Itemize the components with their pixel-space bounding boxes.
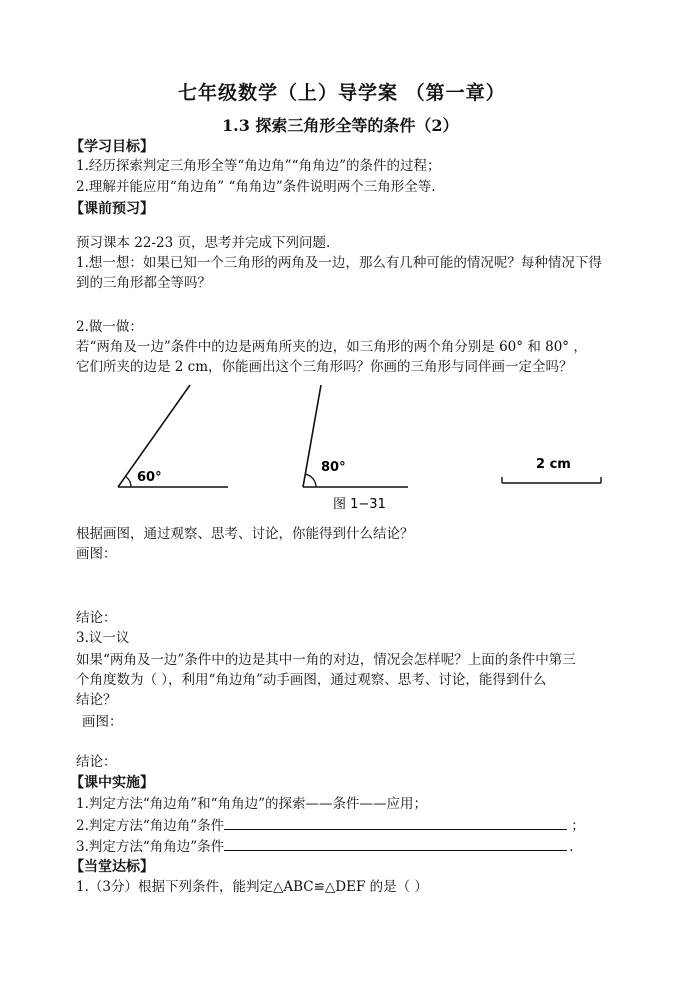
question-3-conclusion-label: 结论： bbox=[76, 754, 117, 770]
figure-1-31 bbox=[0, 380, 696, 515]
in-class-item-2-end: ； bbox=[571, 818, 585, 834]
question-2-title: 2.做一做： bbox=[76, 319, 143, 335]
in-class-item-3-label: 3.判定方法“角角边”条件 bbox=[76, 839, 225, 855]
question-2-line-1: 若“两角及一边”条件中的边是两角所夹的边，如三角形的两个角分别是 60° 和 80° ， bbox=[76, 339, 587, 355]
segment-length-label: 2 cm bbox=[536, 457, 571, 472]
question-3-line-1: 如果“两角及一边”条件中的边是其中一角的对边，情况会怎样呢？上面的条件中第三 bbox=[76, 652, 576, 668]
question-2-line-2: 它们所夹的边是 2 cm，你能画出这个三角形吗？你画的三角形与同伴画一定全吗？ bbox=[76, 359, 573, 375]
figure-caption: 图 1−31 bbox=[333, 497, 386, 512]
question-3-title: 3.议一议 bbox=[76, 630, 130, 646]
draw-label: 画图： bbox=[76, 546, 117, 562]
figure-question: 根据画图，通过观察、思考、讨论，你能得到什么结论？ bbox=[76, 526, 414, 542]
question-1-line-2: 到的三角形都全等吗？ bbox=[76, 275, 211, 291]
objectives-heading: 【学习目标】 bbox=[70, 139, 154, 155]
in-class-item-3-end: . bbox=[569, 839, 574, 855]
objective-item-2: 2.理解并能应用“角边角” “角角边”条件说明两个三角形全等. bbox=[76, 179, 436, 195]
in-class-item-1: 1.判定方法“角边角”和“角角边”的探索——条件——应用； bbox=[76, 796, 427, 812]
in-class-item-2 bbox=[76, 815, 585, 836]
answer-blank-asa[interactable] bbox=[224, 815, 567, 830]
page-title: 七年级数学（上）导学案 （第一章） bbox=[178, 82, 506, 104]
question-3-line-2: 个角度数为（ ），利用“角边角”动手画图，通过观察、思考、讨论，能得到什么 bbox=[76, 672, 547, 688]
question-1-line-1: 1.想一想：如果已知一个三角形的两角及一边，那么有几种可能的情况呢？每种情况下得 bbox=[76, 255, 602, 271]
in-class-item-2-label: 2.判定方法“角边角”条件 bbox=[76, 818, 225, 834]
angle-60-label: 60° bbox=[137, 470, 162, 485]
objective-item-1: 1.经历探索判定三角形全等“角边角”“角角边”的条件的过程； bbox=[76, 158, 441, 174]
angle-80-label: 80° bbox=[321, 460, 346, 475]
question-3-draw-label: 画图： bbox=[82, 714, 123, 730]
preview-heading: 【课前预习】 bbox=[70, 201, 154, 217]
test-question-1: 1.（3分）根据下列条件，能判定△ABC≌△DEF 的是（ ） bbox=[76, 879, 428, 895]
preview-intro: 预习课本 22-23 页，思考并完成下列问题. bbox=[76, 235, 331, 251]
test-heading: 【当堂达标】 bbox=[70, 859, 154, 875]
angle-80-figure bbox=[303, 385, 408, 487]
lesson-subtitle: 1.3 探索三角形全等的条件（2） bbox=[222, 116, 459, 135]
segment-figure bbox=[502, 457, 601, 483]
question-3-line-3: 结论？ bbox=[76, 692, 117, 708]
in-class-heading: 【课中实施】 bbox=[70, 775, 154, 791]
answer-blank-aas[interactable] bbox=[224, 836, 567, 851]
angle-60-figure bbox=[118, 385, 228, 487]
in-class-item-3 bbox=[76, 836, 573, 857]
conclusion-label: 结论： bbox=[76, 610, 117, 626]
